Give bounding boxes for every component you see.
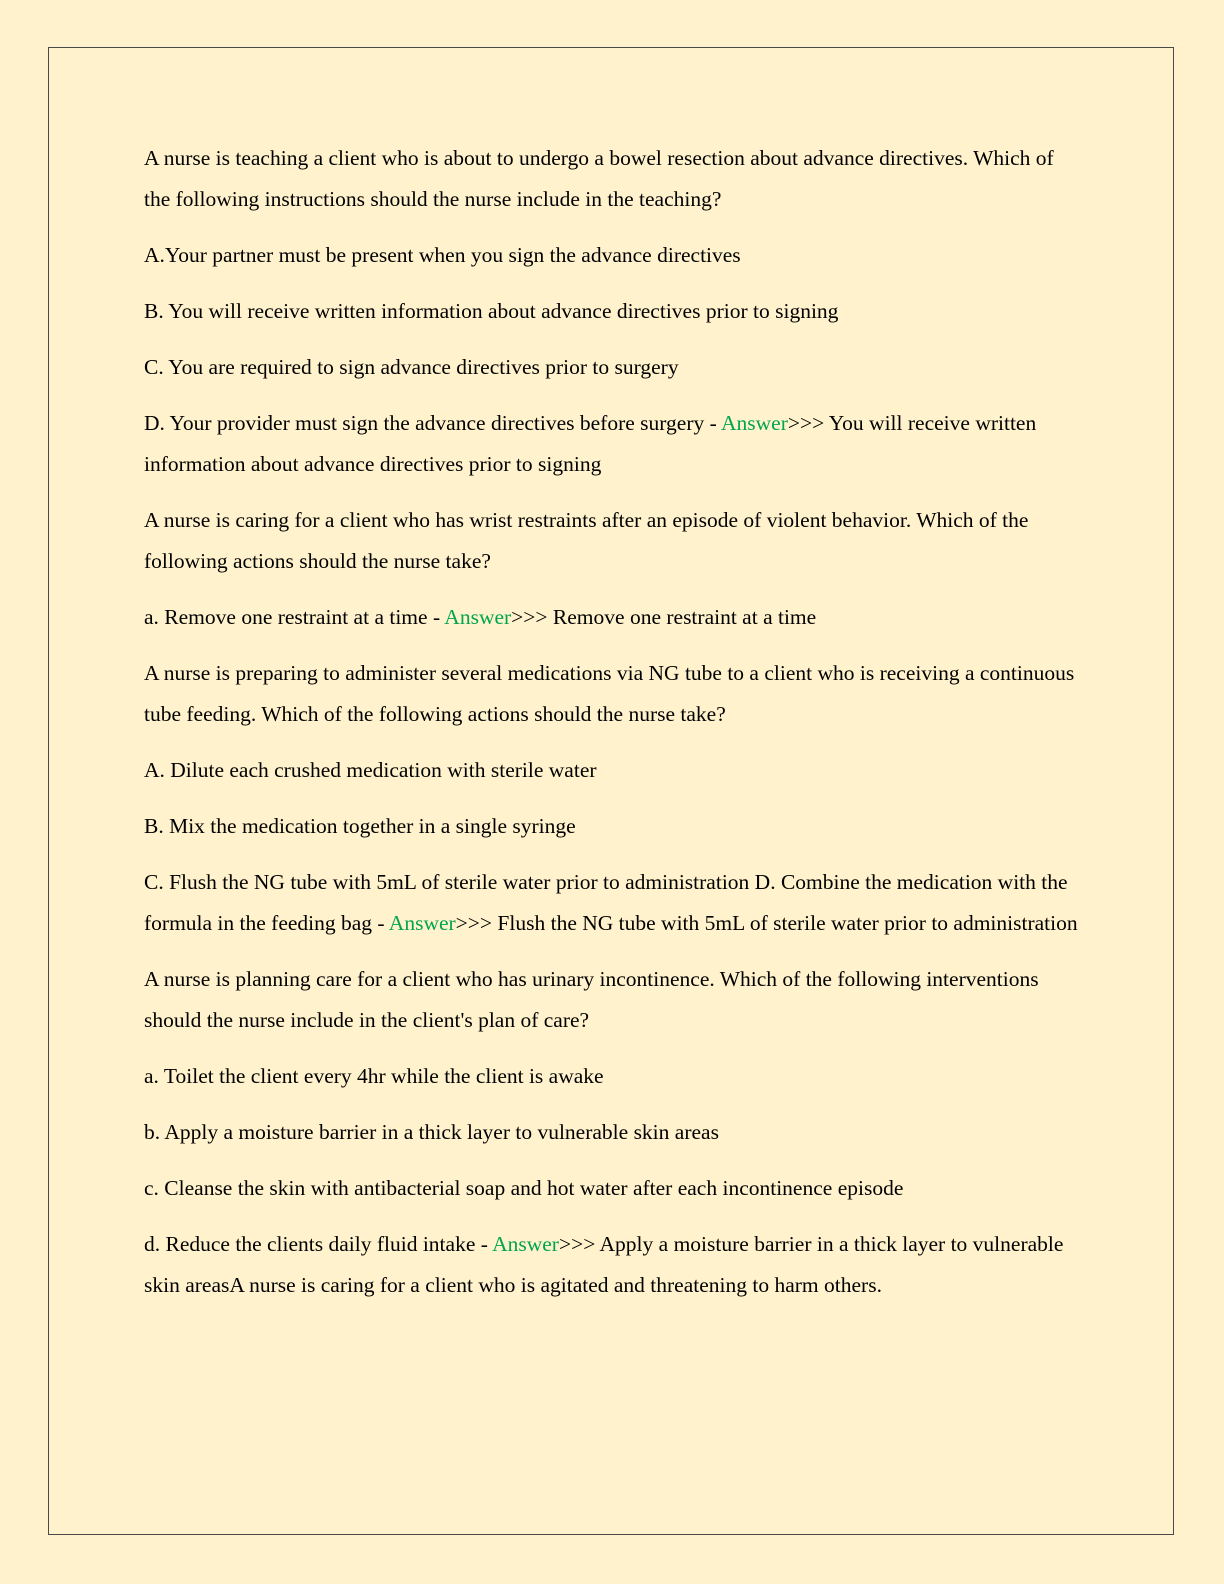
question-3-stem	[144, 653, 1084, 735]
answer-label: Answer	[720, 411, 788, 435]
question-1-option-b	[144, 291, 1084, 332]
question-4-option-c	[144, 1168, 1084, 1209]
answer-text: >>> You will receive written information about advance directives prior to signing	[144, 411, 1037, 476]
question-2-stem	[144, 500, 1084, 582]
answer-label: Answer	[444, 605, 512, 629]
question-1-option-a	[144, 235, 1084, 276]
question-4-option-d-answer	[144, 1224, 1084, 1306]
paragraph-text: B. Mix the medication together in a single syringe	[144, 814, 576, 838]
paragraph-text: A. Dilute each crushed medication with sterile water	[144, 758, 597, 782]
paragraph-text: C. Flush the NG tube with 5mL of sterile water prior to administration D. Combine the medication with the formula in the feeding bag -	[144, 870, 1068, 935]
paragraph-text: B. You will receive written information about advance directives prior to signing	[144, 299, 839, 323]
paragraph-text: c. Cleanse the skin with antibacterial soap and hot water after each incontinence episode	[144, 1176, 904, 1200]
question-4-option-b	[144, 1112, 1084, 1153]
question-1-option-c	[144, 347, 1084, 388]
paragraph-text: A nurse is caring for a client who has wrist restraints after an episode of violent behavior. Which of the following actions should the nurse take?	[144, 508, 1029, 573]
paragraph-text: b. Apply a moisture barrier in a thick layer to vulnerable skin areas	[144, 1120, 719, 1144]
paragraph-text: d. Reduce the clients daily fluid intake -	[144, 1232, 493, 1256]
question-1-option-d-answer	[144, 403, 1084, 485]
paragraph-text: C. You are required to sign advance directives prior to surgery	[144, 355, 679, 379]
paragraph-text: A nurse is preparing to administer several medications via NG tube to a client who is receiving a continuous tube feeding. Which of the following actions should the nurse take?	[144, 661, 1075, 726]
answer-text: >>> Apply a moisture barrier in a thick layer to vulnerable skin areasA nurse is caring for a client who is agitated and threatening to harm others.	[144, 1232, 1064, 1297]
paragraph-text: D. Your provider must sign the advance directives before surgery -	[144, 411, 721, 435]
paragraph-text: a. Remove one restraint at a time -	[144, 605, 445, 629]
answer-text: >>> Flush the NG tube with 5mL of sterile water prior to administration	[455, 911, 1078, 935]
question-4-option-a	[144, 1056, 1084, 1097]
question-1-stem	[144, 138, 1084, 220]
answer-text: >>> Remove one restraint at a time	[511, 605, 817, 629]
answer-label: Answer	[492, 1232, 559, 1256]
question-4-stem	[144, 959, 1084, 1041]
paragraph-text: A nurse is planning care for a client who has urinary incontinence. Which of the following interventions should the nurse include in the client's plan of care?	[144, 967, 1039, 1032]
document-body	[144, 138, 1084, 1321]
question-3-option-b	[144, 806, 1084, 847]
paragraph-text: a. Toilet the client every 4hr while the client is awake	[144, 1064, 604, 1088]
paragraph-text: A.Your partner must be present when you sign the advance directives	[144, 243, 741, 267]
question-2-option-a-answer	[144, 597, 1084, 638]
question-3-option-a	[144, 750, 1084, 791]
paragraph-text: A nurse is teaching a client who is about to undergo a bowel resection about advance directives. Which of the following instructions should the nurse include in the teaching?	[144, 146, 1054, 211]
answer-label: Answer	[388, 911, 456, 935]
question-3-option-c-d-answer	[144, 862, 1084, 944]
